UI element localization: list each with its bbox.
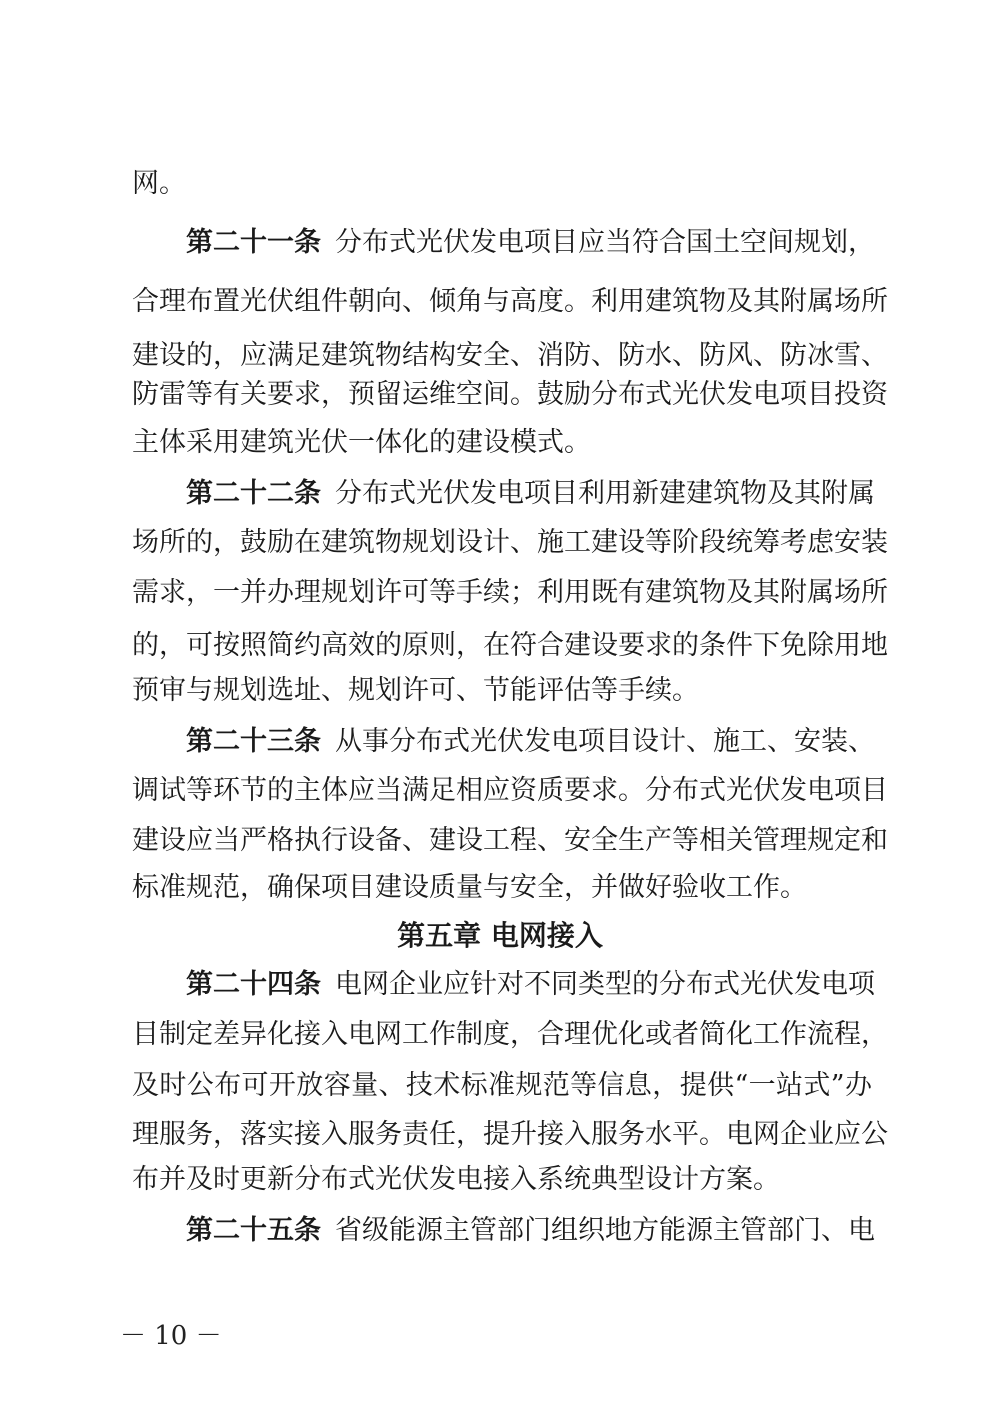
text-line: 及时公布可开放容量、技术标准规范等信息，提供“一站式”办 — [132, 1070, 872, 1101]
article-text: 分布式光伏发电项目利用新建建筑物及其附属 — [335, 478, 875, 509]
text-line: 目制定差异化接入电网工作制度，合理优化或者简化工作流程， — [132, 1019, 888, 1050]
article-label: 第二十二条 — [186, 478, 321, 509]
article-label: 第二十四条 — [186, 969, 321, 1000]
text-line: 布并及时更新分布式光伏发电接入系统典型设计方案。 — [132, 1164, 780, 1195]
article-24-line — [186, 967, 875, 1003]
article-text: 从事分布式光伏发电项目设计、施工、安装、 — [335, 726, 875, 757]
chapter-heading: 第五章 电网接入 — [397, 919, 603, 952]
text-line: 建设的，应满足建筑物结构安全、消防、防水、防风、防冰雪、 — [132, 340, 888, 371]
text-line: 主体采用建筑光伏一体化的建设模式。 — [132, 427, 591, 458]
article-text: 省级能源主管部门组织地方能源主管部门、电 — [335, 1215, 875, 1246]
text-line: 标准规范，确保项目建设质量与安全，并做好验收工作。 — [132, 872, 807, 903]
text-line: 合理布置光伏组件朝向、倾角与高度。利用建筑物及其附属场所 — [132, 286, 888, 317]
text-line: 预审与规划选址、规划许可、节能评估等手续。 — [132, 675, 699, 706]
text-line: 的，可按照简约高效的原则，在符合建设要求的条件下免除用地 — [132, 630, 888, 661]
page-number: － 10 － — [120, 1321, 222, 1351]
article-label: 第二十一条 — [186, 227, 321, 258]
article-25-line — [186, 1213, 875, 1249]
text-line: 需求，一并办理规划许可等手续；利用既有建筑物及其附属场所 — [132, 577, 888, 608]
text-line: 理服务，落实接入服务责任，提升接入服务水平。电网企业应公 — [132, 1119, 888, 1150]
text-line: 网。 — [132, 168, 186, 199]
article-21-line — [186, 225, 875, 261]
text-line: 防雷等有关要求，预留运维空间。鼓励分布式光伏发电项目投资 — [132, 379, 888, 410]
article-text: 分布式光伏发电项目应当符合国土空间规划， — [335, 227, 875, 258]
text-line: 建设应当严格执行设备、建设工程、安全生产等相关管理规定和 — [132, 825, 888, 856]
article-label: 第二十三条 — [186, 726, 321, 757]
article-text: 电网企业应针对不同类型的分布式光伏发电项 — [335, 969, 875, 1000]
article-22-line — [186, 476, 875, 512]
text-line: 调试等环节的主体应当满足相应资质要求。分布式光伏发电项目 — [132, 775, 888, 806]
text-line: 场所的，鼓励在建筑物规划设计、施工建设等阶段统筹考虑安装 — [132, 527, 888, 558]
article-23-line — [186, 724, 875, 760]
article-label: 第二十五条 — [186, 1215, 321, 1246]
